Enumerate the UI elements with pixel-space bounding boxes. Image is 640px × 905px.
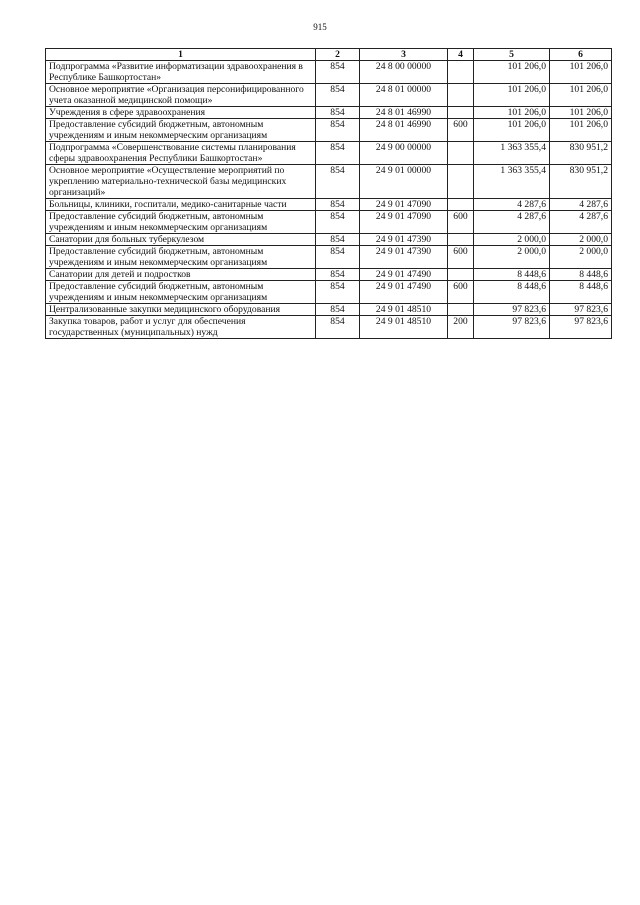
expense-type-cell: 600: [448, 246, 474, 269]
target-article-cell: 24 8 01 46990: [360, 119, 448, 142]
row-name-cell: Основное мероприятие «Организация персонифицированного учета оказанной медицинской помощи»: [46, 84, 316, 107]
amount-col5-cell: 97 823,6: [474, 316, 550, 339]
ministry-code-cell: 854: [316, 142, 360, 165]
amount-col6-cell: 830 951,2: [550, 165, 612, 199]
table-row: [46, 304, 612, 316]
amount-col6-cell: 97 823,6: [550, 316, 612, 339]
table-body: [46, 61, 612, 339]
amount-col6-cell: 2 000,0: [550, 246, 612, 269]
table-row: [46, 119, 612, 142]
ministry-code-cell: 854: [316, 316, 360, 339]
amount-col6-cell: 97 823,6: [550, 304, 612, 316]
ministry-code-cell: 854: [316, 246, 360, 269]
ministry-code-cell: 854: [316, 304, 360, 316]
table-header-row: [46, 49, 612, 61]
target-article-cell: 24 8 00 00000: [360, 61, 448, 84]
amount-col5-cell: 101 206,0: [474, 107, 550, 119]
amount-col6-cell: 101 206,0: [550, 84, 612, 107]
expense-type-cell: 200: [448, 316, 474, 339]
table-row: [46, 165, 612, 199]
table-row: [46, 142, 612, 165]
target-article-cell: 24 9 01 47090: [360, 211, 448, 234]
ministry-code-cell: 854: [316, 61, 360, 84]
expense-type-cell: [448, 269, 474, 281]
target-article-cell: 24 9 01 48510: [360, 304, 448, 316]
expense-type-cell: [448, 199, 474, 211]
target-article-cell: 24 9 01 00000: [360, 165, 448, 199]
table-row: [46, 199, 612, 211]
ministry-code-cell: 854: [316, 281, 360, 304]
ministry-code-cell: 854: [316, 234, 360, 246]
table-row: [46, 234, 612, 246]
expense-type-cell: 600: [448, 211, 474, 234]
column-header-5: 5: [474, 49, 550, 61]
amount-col5-cell: 1 363 355,4: [474, 165, 550, 199]
table-row: [46, 107, 612, 119]
row-name-cell: Санатории для больных туберкулезом: [46, 234, 316, 246]
ministry-code-cell: 854: [316, 269, 360, 281]
ministry-code-cell: 854: [316, 211, 360, 234]
expense-type-cell: [448, 84, 474, 107]
amount-col6-cell: 8 448,6: [550, 281, 612, 304]
amount-col6-cell: 101 206,0: [550, 119, 612, 142]
row-name-cell: Учреждения в сфере здравоохранения: [46, 107, 316, 119]
target-article-cell: 24 9 01 47490: [360, 269, 448, 281]
amount-col5-cell: 97 823,6: [474, 304, 550, 316]
target-article-cell: 24 9 01 47490: [360, 281, 448, 304]
row-name-cell: Закупка товаров, работ и услуг для обеспечения государственных (муниципальных) нужд: [46, 316, 316, 339]
table-row: [46, 61, 612, 84]
row-name-cell: Основное мероприятие «Осуществление мероприятий по укреплению материально-технической базы медицинских организаций»: [46, 165, 316, 199]
amount-col6-cell: 830 951,2: [550, 142, 612, 165]
ministry-code-cell: 854: [316, 199, 360, 211]
amount-col5-cell: 2 000,0: [474, 246, 550, 269]
column-header-4: 4: [448, 49, 474, 61]
expense-type-cell: [448, 234, 474, 246]
column-header-1: 1: [46, 49, 316, 61]
amount-col5-cell: 2 000,0: [474, 234, 550, 246]
amount-col5-cell: 8 448,6: [474, 281, 550, 304]
table-row: [46, 211, 612, 234]
row-name-cell: Санатории для детей и подростков: [46, 269, 316, 281]
table-row: [46, 269, 612, 281]
ministry-code-cell: 854: [316, 165, 360, 199]
expense-type-cell: 600: [448, 281, 474, 304]
amount-col5-cell: 101 206,0: [474, 84, 550, 107]
expense-type-cell: [448, 61, 474, 84]
column-header-2: 2: [316, 49, 360, 61]
row-name-cell: Предоставление субсидий бюджетным, автономным учреждениям и иным некоммерческим организациям: [46, 246, 316, 269]
column-header-3: 3: [360, 49, 448, 61]
amount-col5-cell: 101 206,0: [474, 119, 550, 142]
expense-type-cell: [448, 304, 474, 316]
expense-type-cell: [448, 107, 474, 119]
target-article-cell: 24 9 01 47390: [360, 234, 448, 246]
column-header-6: 6: [550, 49, 612, 61]
amount-col5-cell: 4 287,6: [474, 211, 550, 234]
amount-col6-cell: 101 206,0: [550, 107, 612, 119]
table-row: [46, 246, 612, 269]
amount-col6-cell: 4 287,6: [550, 211, 612, 234]
expense-type-cell: 600: [448, 119, 474, 142]
ministry-code-cell: 854: [316, 84, 360, 107]
table-row: [46, 281, 612, 304]
row-name-cell: Подпрограмма «Совершенствование системы планирования сферы здравоохранения Республики Башкортостан»: [46, 142, 316, 165]
target-article-cell: 24 8 01 46990: [360, 107, 448, 119]
table-row: [46, 84, 612, 107]
expense-type-cell: [448, 142, 474, 165]
row-name-cell: Предоставление субсидий бюджетным, автономным учреждениям и иным некоммерческим организациям: [46, 119, 316, 142]
amount-col5-cell: 8 448,6: [474, 269, 550, 281]
table-row: [46, 316, 612, 339]
target-article-cell: 24 9 01 48510: [360, 316, 448, 339]
amount-col6-cell: 2 000,0: [550, 234, 612, 246]
target-article-cell: 24 9 01 47090: [360, 199, 448, 211]
target-article-cell: 24 9 00 00000: [360, 142, 448, 165]
row-name-cell: Подпрограмма «Развитие информатизации здравоохранения в Республике Башкортостан»: [46, 61, 316, 84]
amount-col6-cell: 8 448,6: [550, 269, 612, 281]
budget-table: [45, 48, 612, 339]
amount-col6-cell: 4 287,6: [550, 199, 612, 211]
amount-col6-cell: 101 206,0: [550, 61, 612, 84]
row-name-cell: Предоставление субсидий бюджетным, автономным учреждениям и иным некоммерческим организациям: [46, 281, 316, 304]
amount-col5-cell: 4 287,6: [474, 199, 550, 211]
expense-type-cell: [448, 165, 474, 199]
row-name-cell: Централизованные закупки медицинского оборудования: [46, 304, 316, 316]
page-number: 915: [313, 22, 327, 32]
row-name-cell: Больницы, клиники, госпитали, медико-санитарные части: [46, 199, 316, 211]
amount-col5-cell: 101 206,0: [474, 61, 550, 84]
target-article-cell: 24 9 01 47390: [360, 246, 448, 269]
ministry-code-cell: 854: [316, 107, 360, 119]
target-article-cell: 24 8 01 00000: [360, 84, 448, 107]
ministry-code-cell: 854: [316, 119, 360, 142]
amount-col5-cell: 1 363 355,4: [474, 142, 550, 165]
row-name-cell: Предоставление субсидий бюджетным, автономным учреждениям и иным некоммерческим организациям: [46, 211, 316, 234]
